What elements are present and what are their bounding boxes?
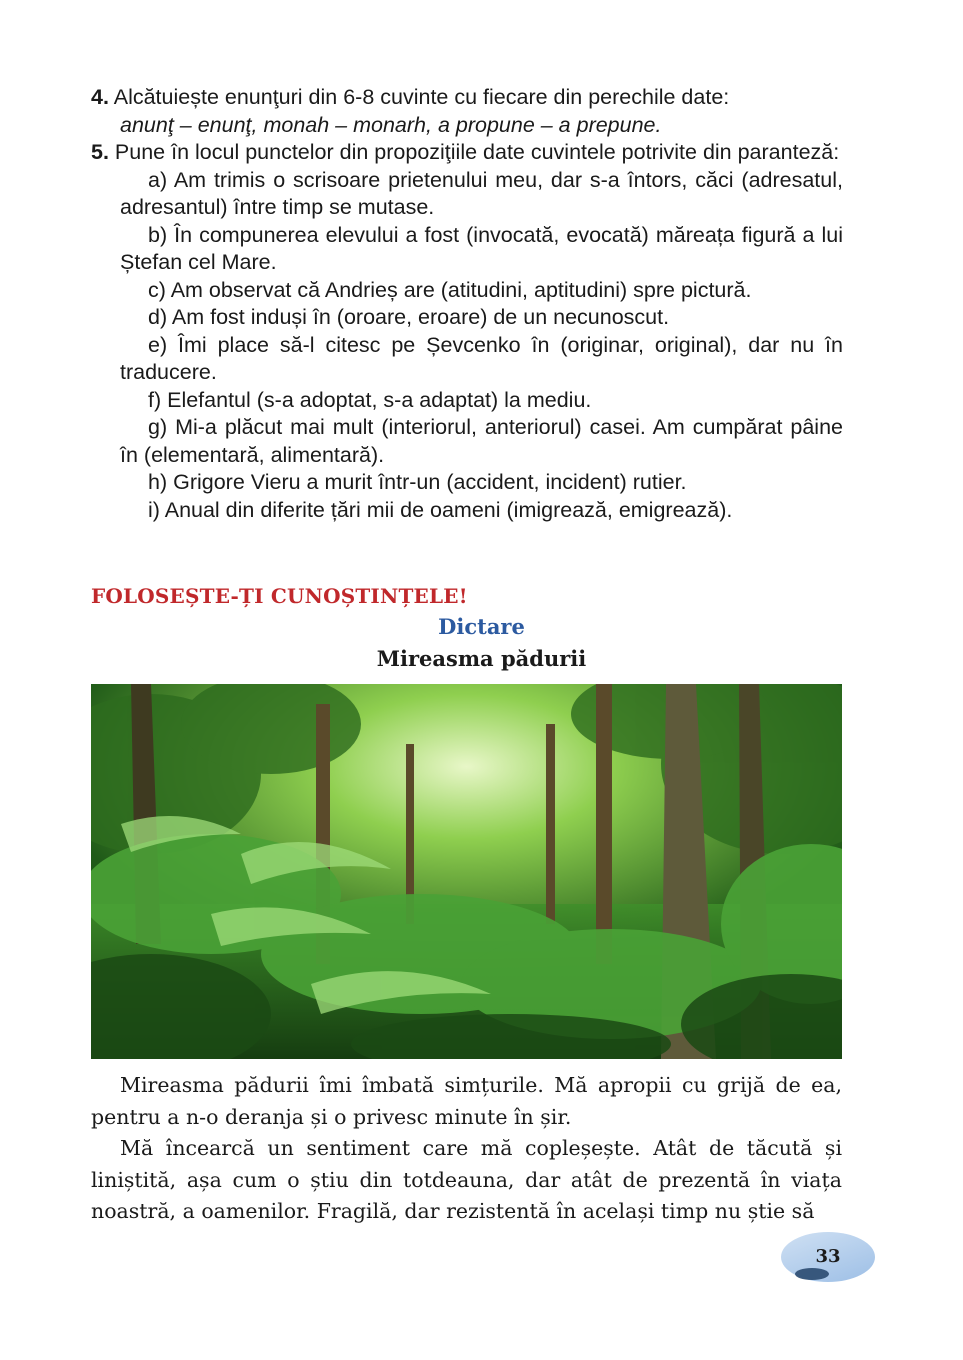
paragraph-1: Mireasma pădurii îmi îmbată simțurile. Mă apropii cu grijă de ea, pentru a n-o deranja și o privesc minute în șir. [91,1073,842,1129]
exercise-5-item-c: c) Am observat că Andrieș are (atitudini, aptitudini) spre pictură. [148,277,752,302]
dictation-subheading: Dictare [438,614,525,639]
page-number: 33 [815,1246,841,1267]
section-heading: FOLOSEȘTE-ȚI CUNOȘTINȚELE! [91,584,468,608]
exercise-5-item-f: f) Elefantul (s-a adoptat, s-a adaptat) la mediu. [148,387,592,412]
exercise-5-item-h: h) Grigore Vieru a murit într-un (accident, incident) rutier. [148,470,687,494]
exercise-4-pairs: anunţ – enunţ, monah – monarh, a propune – a prepune. [120,112,662,137]
exercise-5-item-d: d) Am fost induși în (oroare, eroare) de un necunoscut. [148,305,670,329]
exercises-block [91,84,843,524]
exercise-5-item-a: a) Am trimis o scrisoare prietenului meu, dar s-a întors, căci (adresatul, adresantul) între timp se mutase. [120,167,843,219]
exercise-5 [91,139,843,167]
dictation-text [91,1070,842,1228]
exercise-5-item-i: i) Anual din diferite țări mii de oameni (imigrează, emigrează). [148,497,733,522]
exercise-4-number: 4. [91,85,109,109]
exercise-5-text: Pune în locul punctelor din propoziţiile date cuvintele potrivite din paranteză: [114,140,840,164]
exercise-5-number: 5. [91,140,109,164]
exercise-5-item-g: g) Mi-a plăcut mai mult (interiorul, anteriorul) casei. Am cumpărat pâine în (elementară, alimentară). [120,415,843,467]
paragraph-2: Mă încearcă un sentiment care mă copleșește. Atât de tăcută și liniștită, așa cum o știu din totdeauna, dar atât de prezentă în viața noastră, a oamenilor. Fragilă, dar rezistentă în același timp nu știe să [91,1136,842,1223]
forest-photo [91,684,842,1059]
exercise-4 [91,84,843,112]
exercise-5-item-b: b) În compunerea elevului a fost (invocată, evocată) măreața figură a lui Ștefan cel Mare. [120,222,843,274]
exercise-4-text: Alcătuiește enunţuri din 6-8 cuvinte cu fiecare din perechile date: [113,85,730,109]
page-number-badge [781,1232,875,1282]
exercise-5-item-e: e) Îmi place să-l citesc pe Șevcenko în (originar, original), dar nu în traducere. [120,332,843,384]
text-title: Mireasma pădurii [376,646,587,671]
